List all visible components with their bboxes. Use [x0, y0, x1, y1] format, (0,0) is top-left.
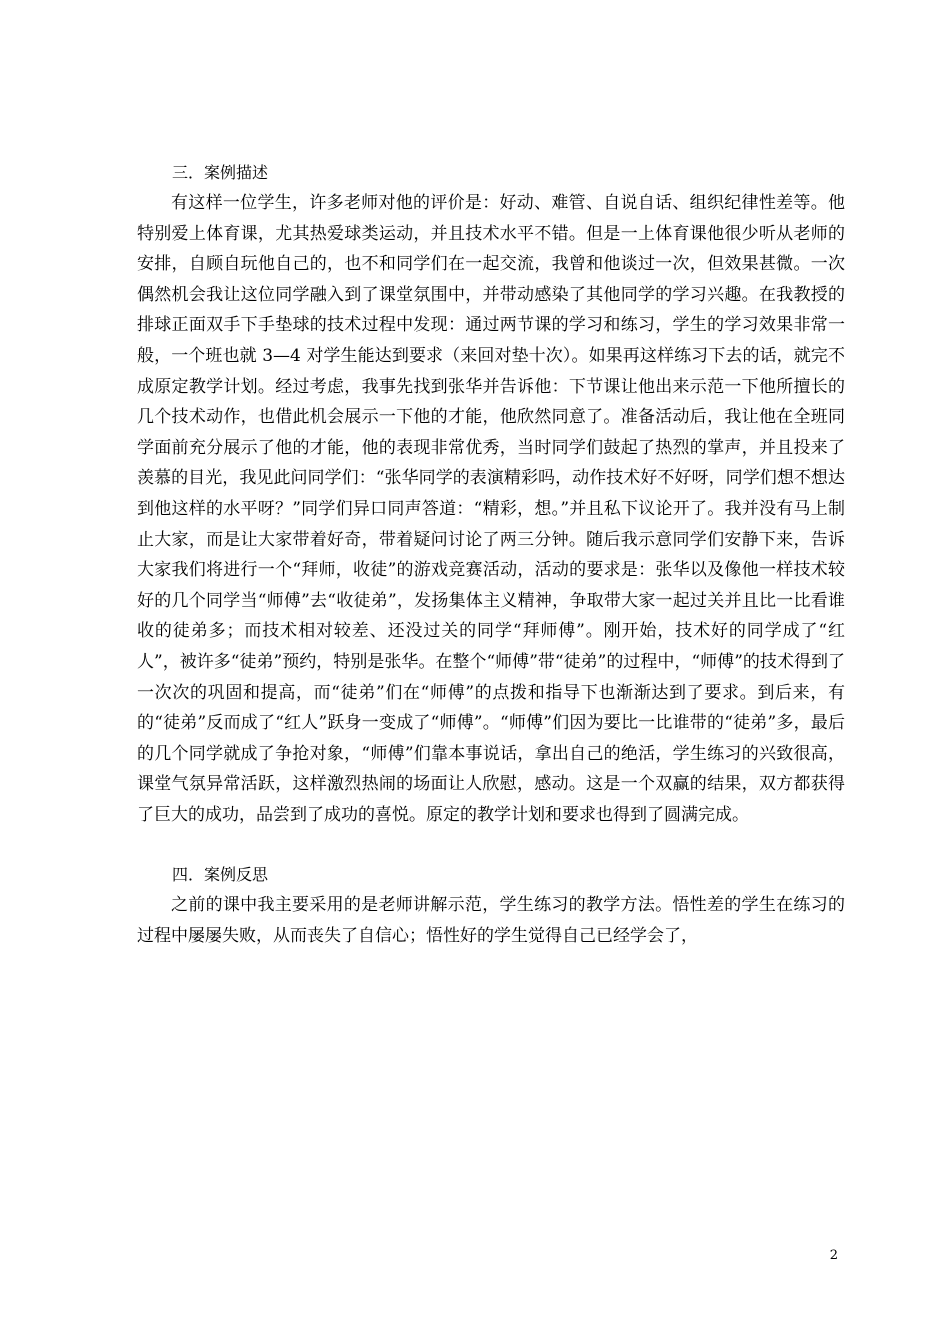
section-heading-case-reflection: 四．案例反思 — [172, 865, 269, 885]
section-paragraph-case-reflection: 之前的课中我主要采用的是老师讲解示范，学生练习的教学方法。悟性差的学生在练习的过程中屡屡失败，从而丧失了自信心；悟性好的学生觉得自己已经学会了， — [137, 895, 845, 947]
page-number: 2 — [829, 1248, 838, 1263]
section-heading-case-description: 三．案例描述 — [172, 163, 269, 182]
section-paragraph-case-description: 有这样一位学生，许多老师对他的评价是：好动、难管、自说自话、组织纪律性差等。他特别爱上体育课，尤其热爱球类运动，并且技术水平不错。但是一上体育课他很少听从老师的安排，自顾自玩他自己的，也不和同学们在一起交流，我曾和他谈过一次，但效果甚微。一次偶然机会我让这位同学融入到了课堂氛围中，并带动感染了其他同学的学习兴趣。在我教授的排球正面双手下手垫球的技术过程中发现：通过两节课的学习和练习，学生的学习效果非常一般，一个班也就 3—4 对学生能达到要求（来回对垫十次）。如果再这样练习下去的话，就完不成原定教学计划。经过考虑，我事先找到张华并告诉他：下节课让他出来示范一下他所擅长的几个技术动作，也借此机会展示一下他的才能，他欣然同意了。准备活动后，我让他在全班同学面前充分展示了他的才能，他的表现非常优秀，当时同学们鼓起了热烈的掌声，并且投来了羡慕的目光，我见此问同学们：“张华同学的表演精彩吗，动作技术好不好呀，同学们想不想达到他这样的水平呀？”同学们异口同声答道：“精彩，想。”并且私下议论开了。我并没有马上制止大家，而是让大家带着好奇，带着疑问讨论了两三分钟。随后我示意同学们安静下来，告诉大家我们将进行一个“拜师，收徒”的游戏竞赛活动，活动的要求是：张华以及像他一样技术较好的几个同学当“师傅”去“收徒弟”，发扬集体主义精神，争取带大家一起过关并且比一比看谁收的徒弟多；而技术相对较差、还没过关的同学“拜师傅”。刚开始，技术好的同学成了“红人”，被许多“徒弟”预约，特别是张华。在整个“师傅”带“徒弟”的过程中，“师傅”的技术得到了一次次的巩固和提高，而“徒弟”们在“师傅”的点拨和指导下也渐渐达到了要求。到后来，有的“徒弟”反而成了“红人”跃身一变成了“师傅”。“师傅”们因为要比一比谁带的“徒弟”多，最后的几个同学就成了争抢对象，“师傅”们靠本事说话，拿出自己的绝活，学生练习的兴致很高，课堂气氛异常活跃，这样激烈热闹的场面让人欣慰，感动。这是一个双赢的结果，双方都获得了巨大的成功，品尝到了成功的喜悦。原定的教学计划和要求也得到了圆满完成。 — [137, 193, 845, 825]
section-spacer — [137, 830, 845, 860]
document-body — [137, 158, 845, 952]
